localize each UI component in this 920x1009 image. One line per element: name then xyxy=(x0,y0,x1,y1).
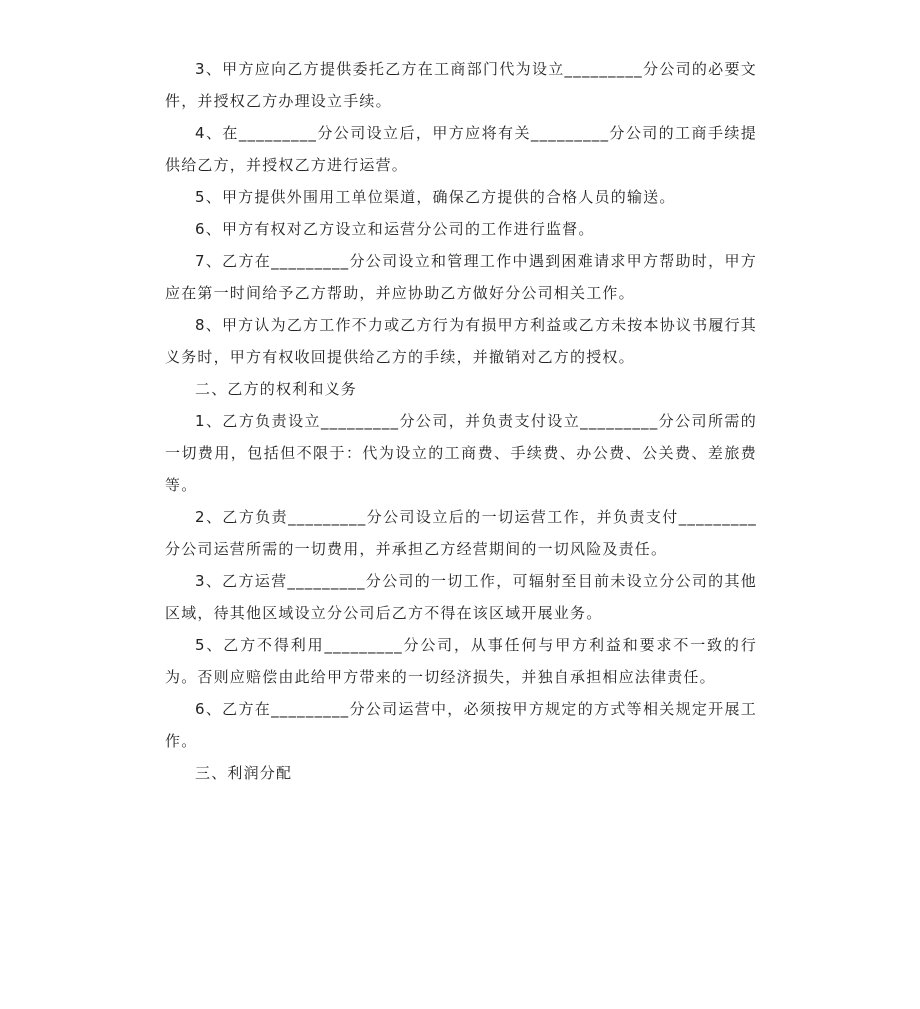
section-heading: 二、乙方的权利和义务 xyxy=(195,380,358,398)
clause-paragraph: 6、甲方有权对乙方设立和运营分公司的工作进行监督。 xyxy=(195,220,595,238)
clause-paragraph: 1、乙方负责设立_________分公司，并负责支付设立_________分公司所需的一切费用，包括但不限于：代为设立的工商费、手续费、办公费、公关费、差旅费等。 xyxy=(165,412,757,494)
clause-paragraph: 5、甲方提供外围用工单位渠道，确保乙方提供的合格人员的输送。 xyxy=(195,188,676,206)
section-heading: 三、利润分配 xyxy=(195,764,293,782)
clause-paragraph: 3、乙方运营_________分公司的一切工作，可辐射至目前未设立分公司的其他区域，待其他区域设立分公司后乙方不得在该区域开展业务。 xyxy=(165,572,757,622)
clause-paragraph: 6、乙方在_________分公司运营中，必须按甲方规定的方式等相关规定开展工作。 xyxy=(165,700,757,750)
clause-paragraph: 4、在_________分公司设立后，甲方应将有关_________分公司的工商手续提供给乙方，并授权乙方进行运营。 xyxy=(165,124,757,174)
clause-paragraph: 7、乙方在_________分公司设立和管理工作中遇到困难请求甲方帮助时，甲方应在第一时间给予乙方帮助，并应协助乙方做好分公司相关工作。 xyxy=(165,252,757,302)
clause-paragraph: 8、甲方认为乙方工作不力或乙方行为有损甲方利益或乙方未按本协议书履行其义务时，甲方有权收回提供给乙方的手续，并撤销对乙方的授权。 xyxy=(165,316,757,366)
document-body xyxy=(165,53,757,789)
clause-paragraph: 2、乙方负责_________分公司设立后的一切运营工作，并负责支付_________分公司运营所需的一切费用，并承担乙方经营期间的一切风险及责任。 xyxy=(165,508,757,558)
clause-paragraph: 5、乙方不得利用_________分公司，从事任何与甲方利益和要求不一致的行为。否则应赔偿由此给甲方带来的一切经济损失，并独自承担相应法律责任。 xyxy=(165,636,757,686)
clause-paragraph: 3、甲方应向乙方提供委托乙方在工商部门代为设立_________分公司的必要文件，并授权乙方办理设立手续。 xyxy=(165,60,757,110)
